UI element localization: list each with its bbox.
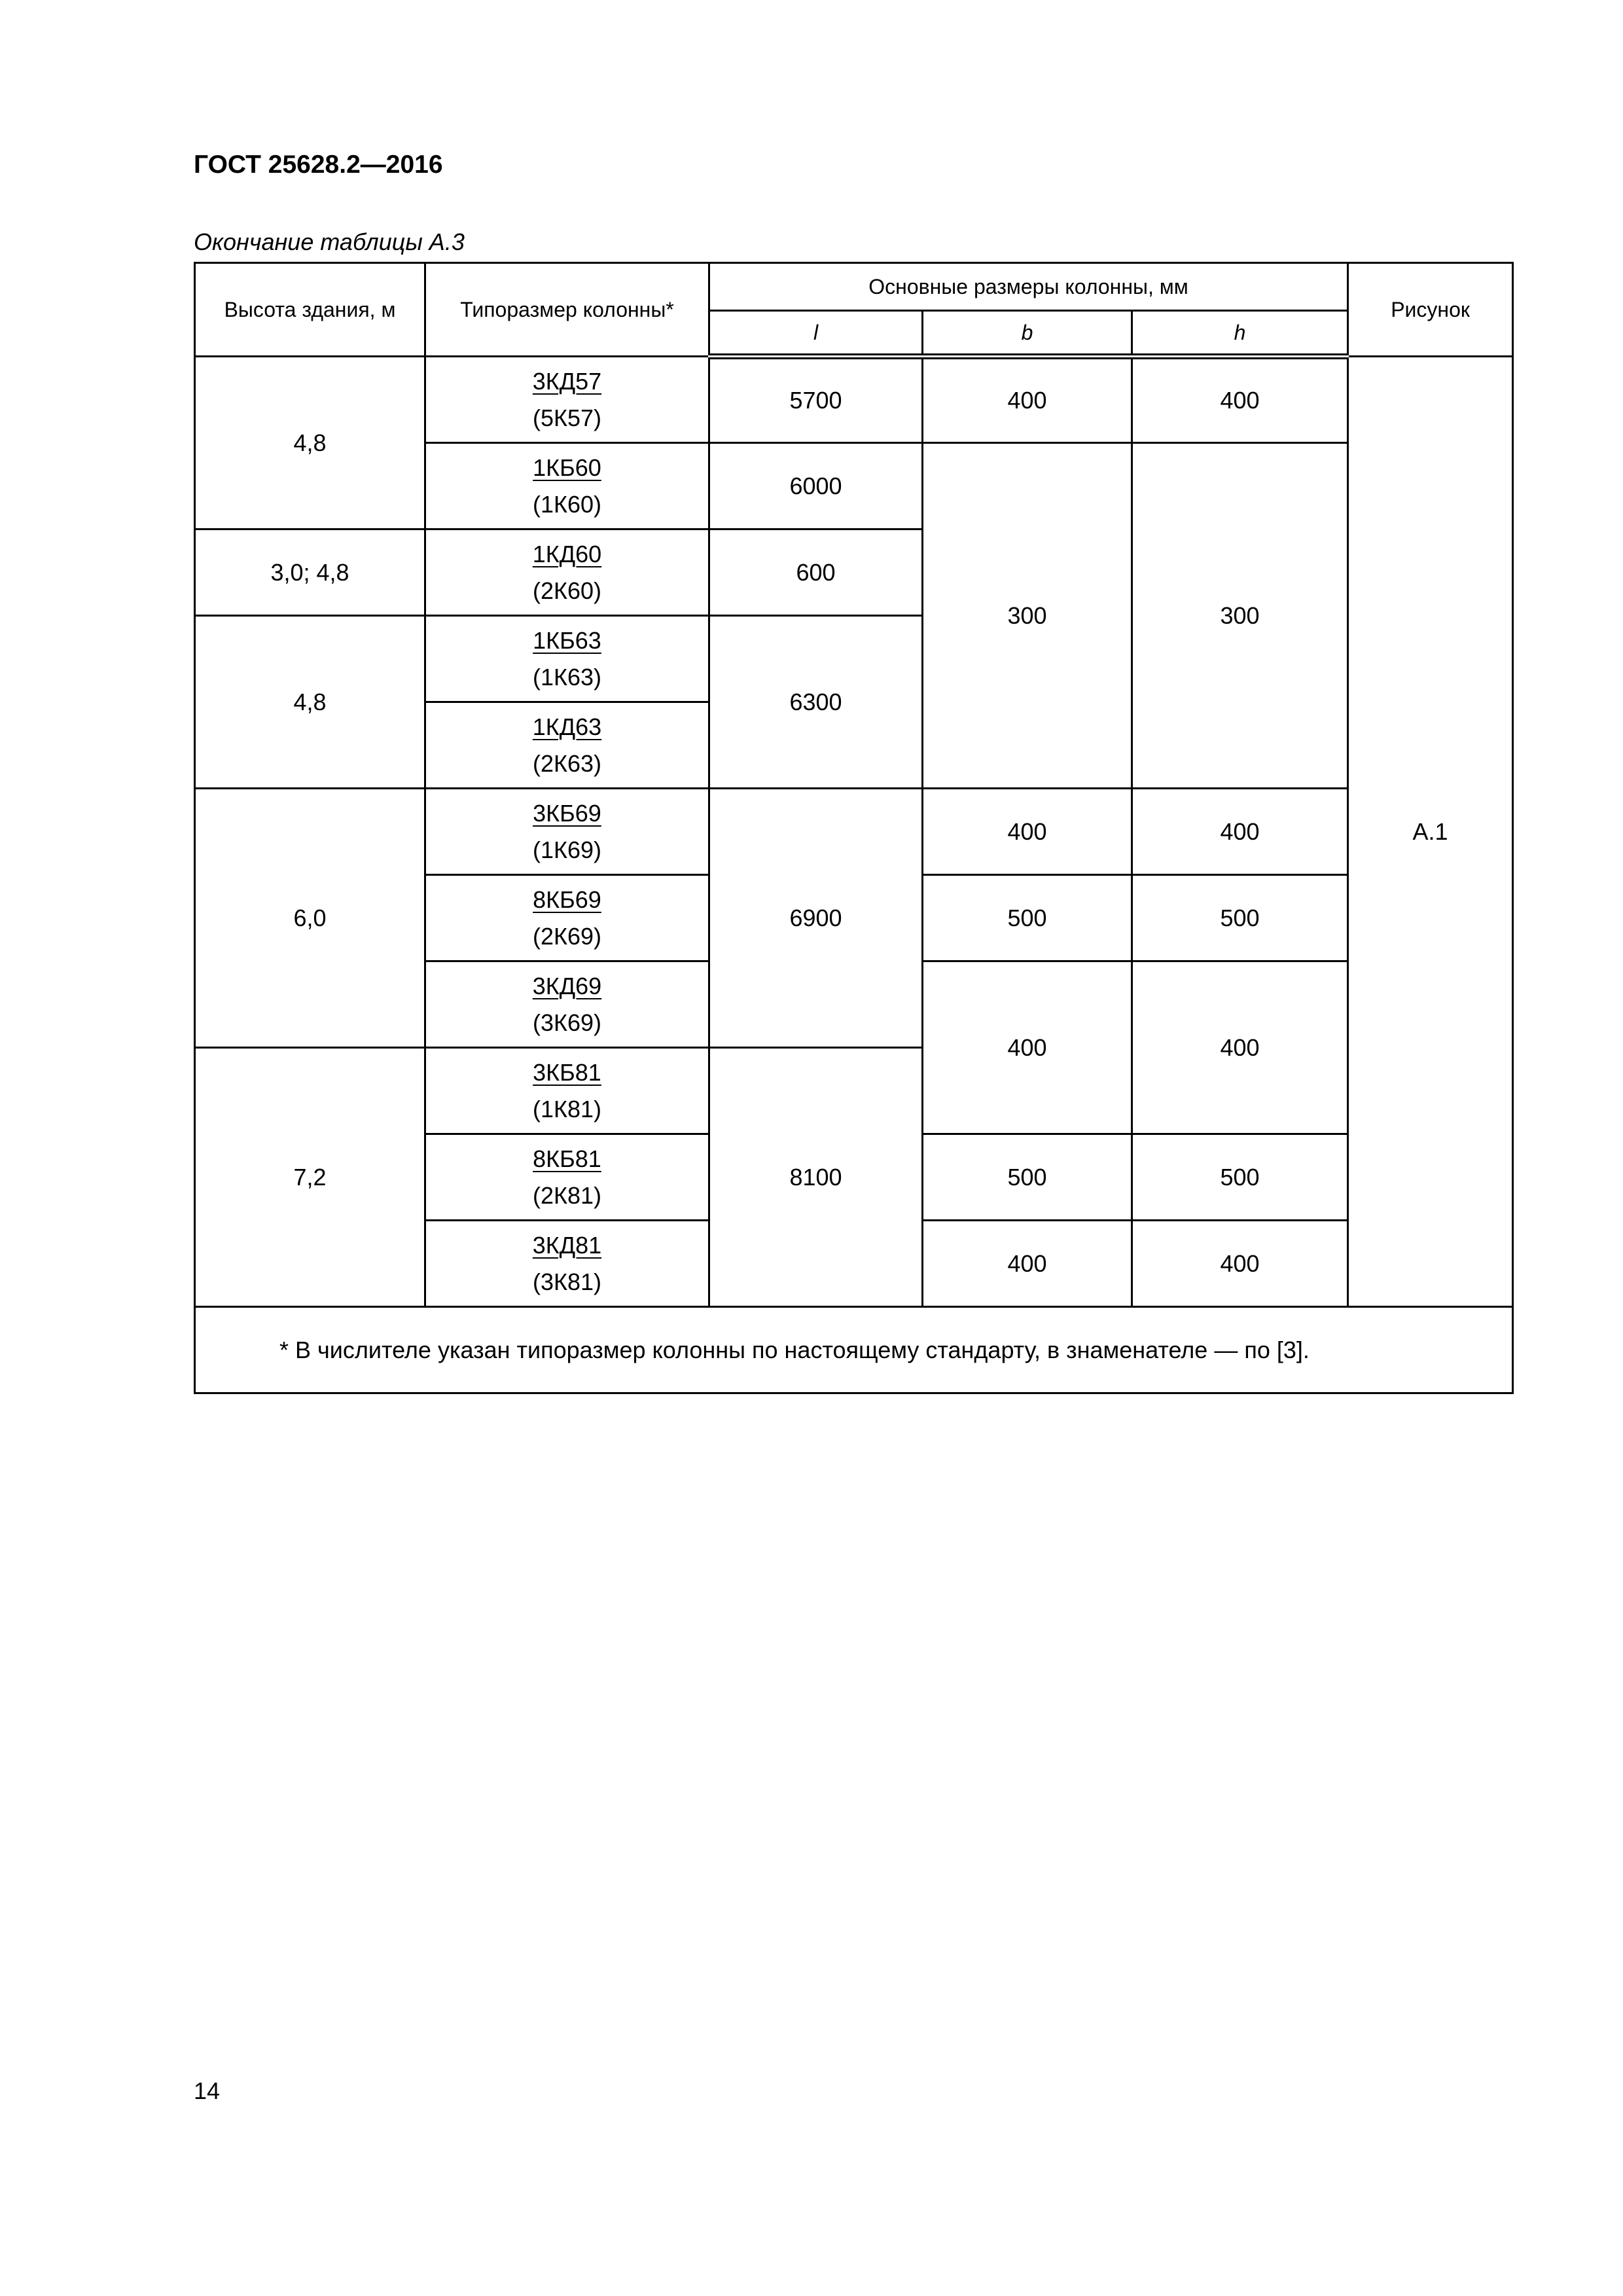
cell-height: 4,8 xyxy=(195,357,425,529)
type-numerator: 3КД69 xyxy=(532,972,602,999)
cell-type xyxy=(425,789,709,875)
table-caption: Окончание таблицы А.3 xyxy=(194,228,465,255)
cell-height: 7,2 xyxy=(195,1048,425,1307)
type-numerator: 1КБ63 xyxy=(533,626,601,654)
cell-height: 6,0 xyxy=(195,789,425,1048)
cell-l: 6000 xyxy=(709,443,923,529)
type-denominator: (1К69) xyxy=(532,836,601,863)
type-denominator: (2К81) xyxy=(532,1181,601,1209)
header-l: l xyxy=(709,311,923,357)
cell-type xyxy=(425,616,709,702)
footnote-row xyxy=(195,1307,1513,1393)
type-denominator: (3К81) xyxy=(532,1268,601,1295)
type-numerator: 3КД57 xyxy=(532,367,602,395)
cell-type xyxy=(425,875,709,961)
header-building-height: Высота здания, м xyxy=(195,263,425,357)
type-numerator: 3КБ69 xyxy=(533,799,601,827)
cell-h: 300 xyxy=(1132,443,1348,789)
type-denominator: (1К60) xyxy=(532,490,601,518)
type-denominator: (2К69) xyxy=(532,922,601,950)
cell-b: 300 xyxy=(923,443,1132,789)
cell-type xyxy=(425,1221,709,1307)
cell-h: 400 xyxy=(1132,961,1348,1134)
type-numerator: 3КБ81 xyxy=(533,1058,601,1086)
cell-l: 8100 xyxy=(709,1048,923,1307)
type-denominator: (3К69) xyxy=(532,1009,601,1036)
cell-h: 400 xyxy=(1132,789,1348,875)
header-column-type: Типоразмер колонны* xyxy=(425,263,709,357)
type-denominator: (5К57) xyxy=(532,404,601,431)
cell-l: 5700 xyxy=(709,357,923,443)
cell-h: 400 xyxy=(1132,1221,1348,1307)
cell-type xyxy=(425,702,709,789)
cell-type xyxy=(425,443,709,529)
cell-b: 400 xyxy=(923,1221,1132,1307)
type-denominator: (2К60) xyxy=(532,577,601,604)
type-denominator: (1К63) xyxy=(532,663,601,691)
cell-b: 500 xyxy=(923,1134,1132,1221)
type-numerator: 1КБ60 xyxy=(533,454,601,481)
cell-l: 6900 xyxy=(709,789,923,1048)
cell-b: 400 xyxy=(923,961,1132,1134)
cell-h: 500 xyxy=(1132,1134,1348,1221)
cell-type xyxy=(425,1134,709,1221)
document-title: ГОСТ 25628.2—2016 xyxy=(194,151,443,179)
table-row xyxy=(195,789,1513,875)
cell-figure: А.1 xyxy=(1348,357,1513,1307)
cell-b: 400 xyxy=(923,789,1132,875)
type-numerator: 1КД60 xyxy=(532,540,602,567)
cell-b: 400 xyxy=(923,357,1132,443)
cell-type xyxy=(425,357,709,443)
cell-type xyxy=(425,529,709,616)
cell-l: 600 xyxy=(709,529,923,616)
table-footnote: * В числителе указан типоразмер колонны по настоящему стандарту, в знаменателе — по [3]. xyxy=(195,1307,1513,1393)
cell-height: 4,8 xyxy=(195,616,425,789)
cell-h: 400 xyxy=(1132,357,1348,443)
type-numerator: 8КБ69 xyxy=(533,886,601,913)
cell-type xyxy=(425,961,709,1048)
type-numerator: 8КБ81 xyxy=(533,1145,601,1172)
cell-l: 6300 xyxy=(709,616,923,789)
page-number: 14 xyxy=(194,2077,221,2104)
type-numerator: 1КД63 xyxy=(532,713,602,740)
cell-b: 500 xyxy=(923,875,1132,961)
header-figure: Рисунок xyxy=(1348,263,1513,357)
type-denominator: (1К81) xyxy=(532,1095,601,1122)
cell-type xyxy=(425,1048,709,1134)
type-denominator: (2К63) xyxy=(532,749,601,777)
type-numerator: 3КД81 xyxy=(532,1231,602,1259)
header-main-dimensions: Основные размеры колонны, мм xyxy=(709,263,1348,311)
cell-height: 3,0; 4,8 xyxy=(195,529,425,616)
header-b: b xyxy=(923,311,1132,357)
column-sizes-table xyxy=(194,262,1514,1394)
table-row xyxy=(195,357,1513,443)
header-h: h xyxy=(1132,311,1348,357)
cell-h: 500 xyxy=(1132,875,1348,961)
